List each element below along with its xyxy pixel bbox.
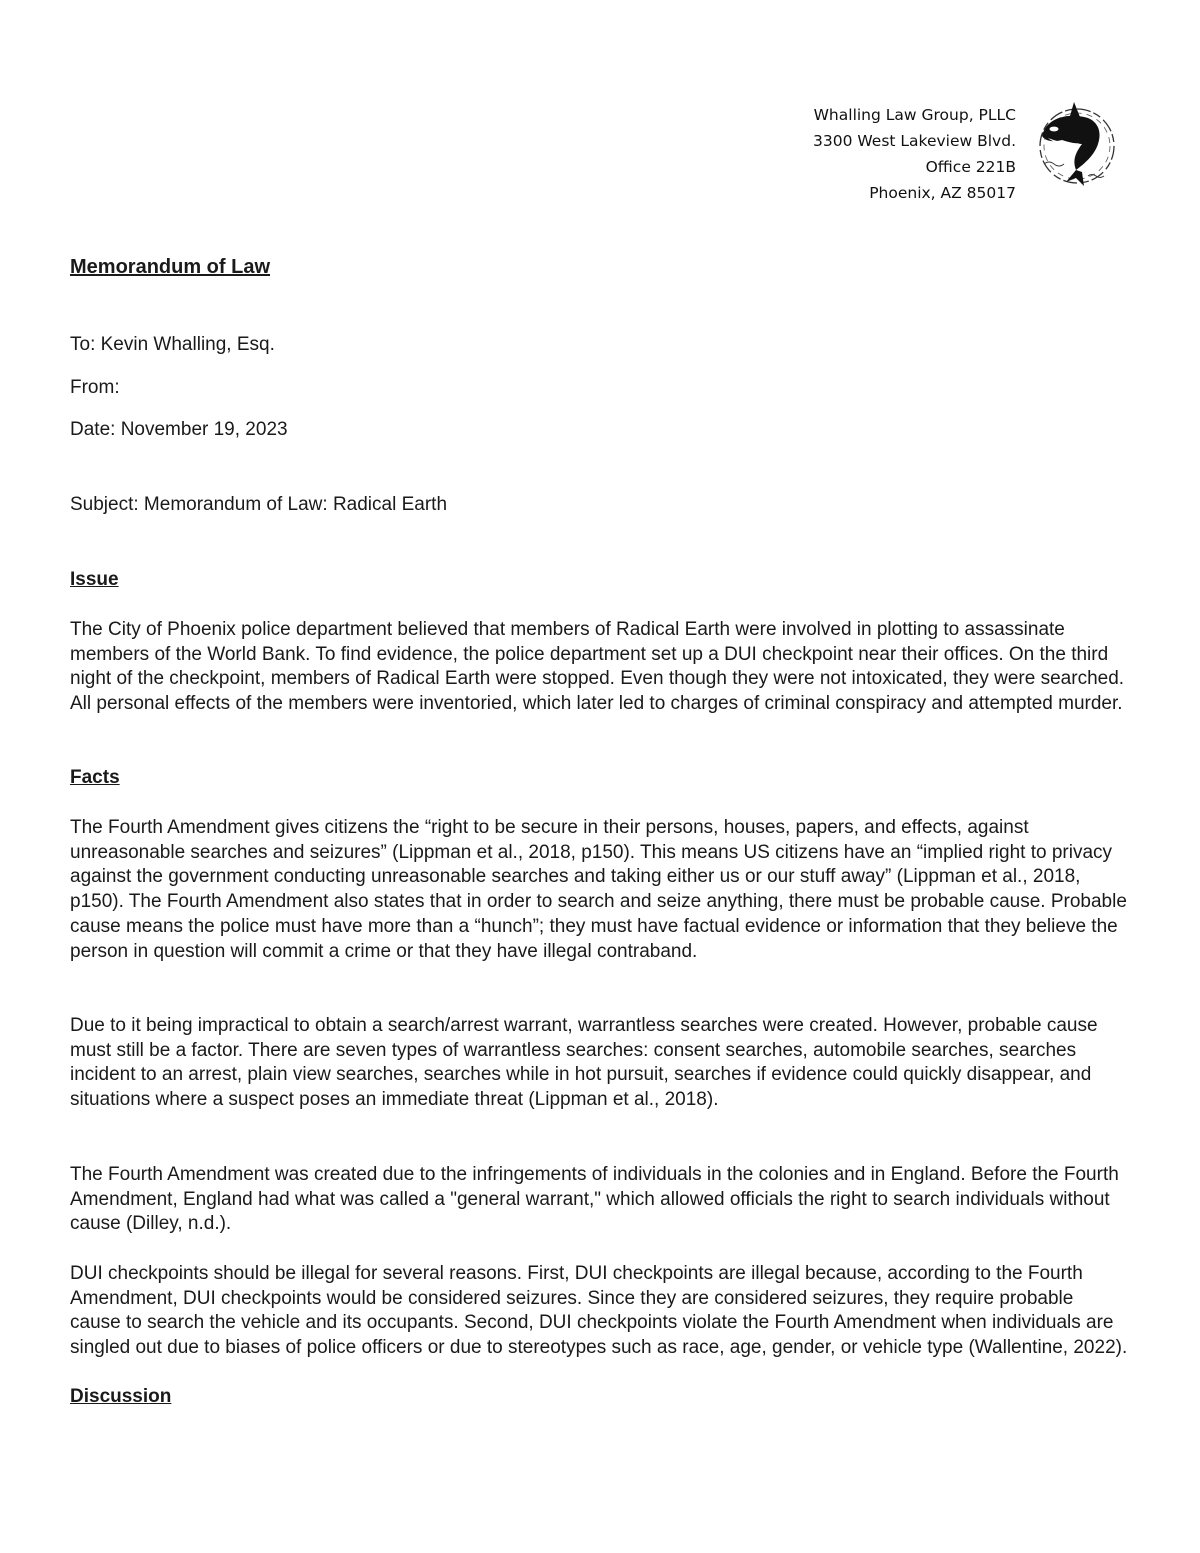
facts-paragraph-2: Due to it being impractical to obtain a search/arrest warrant, warrantless searches were created. However, probable cause must still be a factor. There are seven types of warrantless searches: consent searches, automobile searches, searches incident to an arrest, plain view searches, searches while in hot pursuit, searches if evidence could quickly disappear, and situations where a suspect poses an immediate threat (Lippman et al., 2018).: [70, 1015, 1098, 1111]
address-line-street: 3300 West Lakeview Blvd.: [813, 132, 1016, 150]
address-line-city: Phoenix, AZ 85017: [869, 184, 1016, 202]
address-line-firm-name: Whalling Law Group, PLLC: [813, 106, 1016, 124]
memo-to: To: Kevin Whalling, Esq.: [70, 334, 275, 355]
memo-subject: Subject: Memorandum of Law: Radical Earth: [70, 494, 448, 515]
issue-heading: Issue: [70, 569, 119, 590]
memo-title: Memorandum of Law: [70, 256, 271, 278]
orca-emblem-icon: [1032, 98, 1118, 194]
issue-paragraph: The City of Phoenix police department believed that members of Radical Earth were involved in plotting to assassinate members of the World Bank. To find evidence, the police department set up a DUI checkpoint near their offices. On the third night of the checkpoint, members of Radical Earth were stopped. Even though they were not intoxicated, they were searched. All personal effects of the members were inventoried, which later led to charges of criminal conspiracy and attempted murder.: [70, 619, 1125, 715]
address-line-office: Office 221B: [925, 158, 1016, 176]
letterhead: [700, 98, 1118, 204]
memo-from: From:: [70, 377, 120, 398]
facts-paragraph-4: DUI checkpoints should be illegal for several reasons. First, DUI checkpoints are illegal because, according to the Fourth Amendment, DUI checkpoints would be considered seizures. Since they are considered seizures, they require probable cause to search the vehicle and its occupants. Second, DUI checkpoints violate the Fourth Amendment when individuals are singled out due to biases of police officers or due to stereotypes such as race, age, gender, or vehicle type (Wallentine, 2022).: [70, 1263, 1128, 1359]
memo-date: Date: November 19, 2023: [70, 419, 288, 440]
facts-paragraph-3: The Fourth Amendment was created due to the infringements of individuals in the colonies and in England. Before the Fourth Amendment, England had what was called a "general warrant," which allowed officials the right to search individuals without cause (Dilley, n.d.).: [70, 1164, 1119, 1235]
firm-address: [813, 102, 1016, 206]
facts-heading: Facts: [70, 767, 120, 788]
discussion-heading: Discussion: [70, 1386, 172, 1407]
facts-paragraph-1: The Fourth Amendment gives citizens the “right to be secure in their persons, houses, papers, and effects, against unreasonable searches and seizures” (Lippman et al., 2018, p150). This means US citizens have an “implied right to privacy against the government conducting unreasonable searches and taking either us or our stuff away” (Lippman et al., 2018, p150). The Fourth Amendment also states that in order to search and seize anything, there must be probable cause. Probable cause means the police must have more than a “hunch”; they must have factual evidence or information that they believe the person in question will commit a crime or that they have illegal contraband.: [70, 817, 1127, 962]
